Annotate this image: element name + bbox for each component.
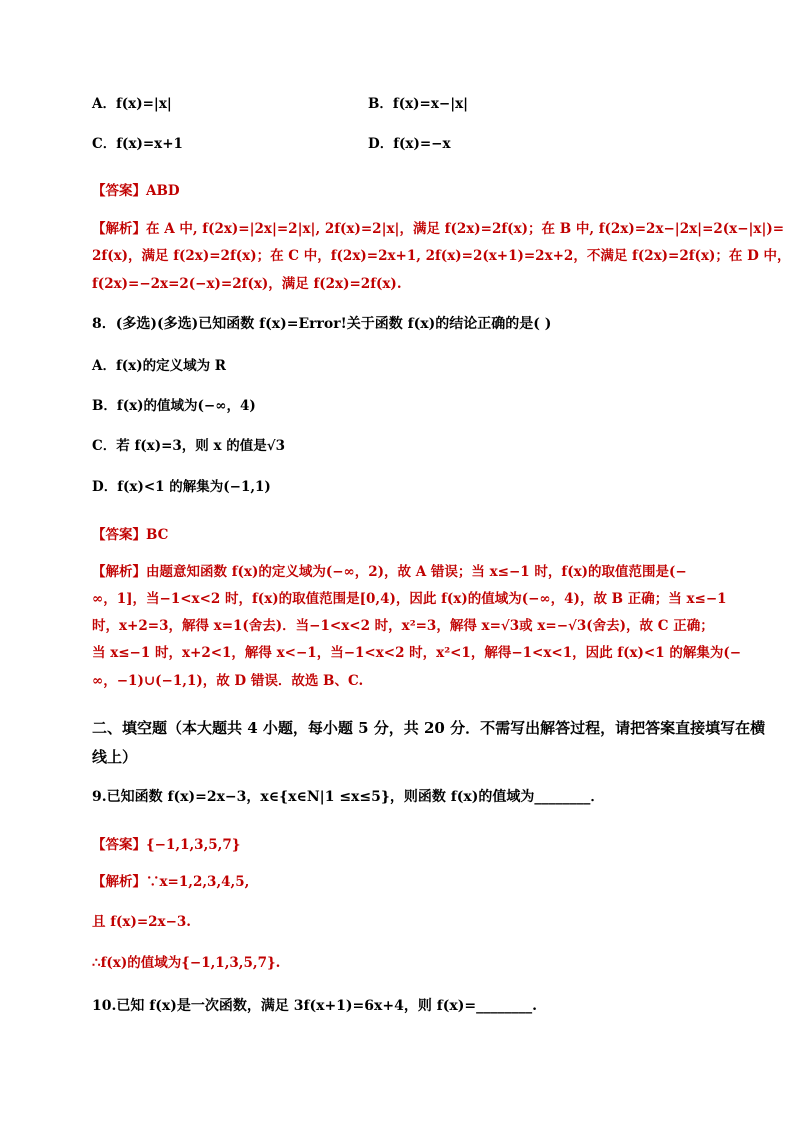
q7-answer: 【答案】ABD bbox=[92, 183, 180, 199]
q8-option-b: B．f(x)的值域为(−∞，4) bbox=[92, 398, 256, 414]
q7-analysis-line: f(2x)=−2x=2(−x)=2f(x)，满足 f(2x)=2f(x). bbox=[92, 276, 402, 292]
q8-analysis-line: 时，x+2=3，解得 x=1(舍去)．当−1<x<2 时，x²=3，解得 x=√3或 x=−√3(舍去)，故 C 正确； bbox=[92, 618, 714, 634]
q9-analysis-line: 且 f(x)=2x−3. bbox=[92, 914, 191, 930]
q8-option-a: A．f(x)的定义域为 R bbox=[92, 358, 227, 374]
q9-analysis-line: ∴f(x)的值域为{−1,1,3,5,7}. bbox=[92, 955, 281, 971]
q8-stem: 8．(多选)(多选)已知函数 f(x)=Error!关于函数 f(x)的结论正确的是( ) bbox=[92, 316, 552, 332]
q9-analysis-line: 【解析】∵x=1,2,3,4,5, bbox=[92, 874, 250, 890]
option-b: B．f(x)=x−|x| bbox=[368, 96, 469, 112]
q9-stem: 9.已知函数 f(x)=2x−3，x∈{x∈N|1 ≤x≤5}，则函数 f(x)的值域为________． bbox=[92, 789, 605, 805]
q9-answer: 【答案】{−1,1,3,5,7} bbox=[92, 837, 241, 853]
q8-option-c: C．若 f(x)=3，则 x 的值是√3 bbox=[92, 438, 285, 454]
option-d: D．f(x)=−x bbox=[368, 136, 451, 152]
option-a: A．f(x)=|x| bbox=[92, 96, 172, 112]
q8-analysis-line: ∞，−1)∪(−1,1)，故 D 错误．故选 B、C. bbox=[92, 673, 364, 689]
q8-analysis-line: 当 x≤−1 时，x+2<1，解得 x<−1，当−1<x<2 时，x²<1，解得−1<x<1，因此 f(x)<1 的解集为(− bbox=[92, 645, 742, 661]
q7-analysis-line: 2f(x)，满足 f(2x)=2f(x)；在 C 中，f(2x)=2x+1, 2f(x)=2(x+1)=2x+2，不满足 f(2x)=2f(x)；在 D 中， bbox=[92, 248, 791, 264]
section-heading: 二、填空题（本大题共 4 小题，每小题 5 分，共 20 分．不需写出解答过程，请把答案直接填写在横 bbox=[92, 719, 766, 737]
q10-stem: 10.已知 f(x)是一次函数，满足 3f(x+1)=6x+4，则 f(x)=________. bbox=[92, 998, 537, 1014]
option-c: C．f(x)=x+1 bbox=[92, 136, 183, 152]
q7-analysis-line: 【解析】在 A 中, f(2x)=|2x|=2|x|, 2f(x)=2|x|，满足 f(2x)=2f(x)；在 B 中, f(2x)=2x−|2x|=2(x−|x|)= bbox=[92, 221, 785, 237]
q8-option-d: D．f(x)<1 的解集为(−1,1) bbox=[92, 479, 271, 495]
section-heading: 线上） bbox=[92, 748, 138, 766]
q8-analysis-line: ∞，1]，当−1<x<2 时，f(x)的取值范围是[0,4)，因此 f(x)的值域为(−∞，4)，故 B 正确；当 x≤−1 bbox=[92, 591, 727, 607]
q8-analysis-line: 【解析】由题意知函数 f(x)的定义域为(−∞，2)，故 A 错误；当 x≤−1 时，f(x)的取值范围是(− bbox=[92, 564, 687, 580]
q8-answer: 【答案】BC bbox=[92, 527, 169, 543]
